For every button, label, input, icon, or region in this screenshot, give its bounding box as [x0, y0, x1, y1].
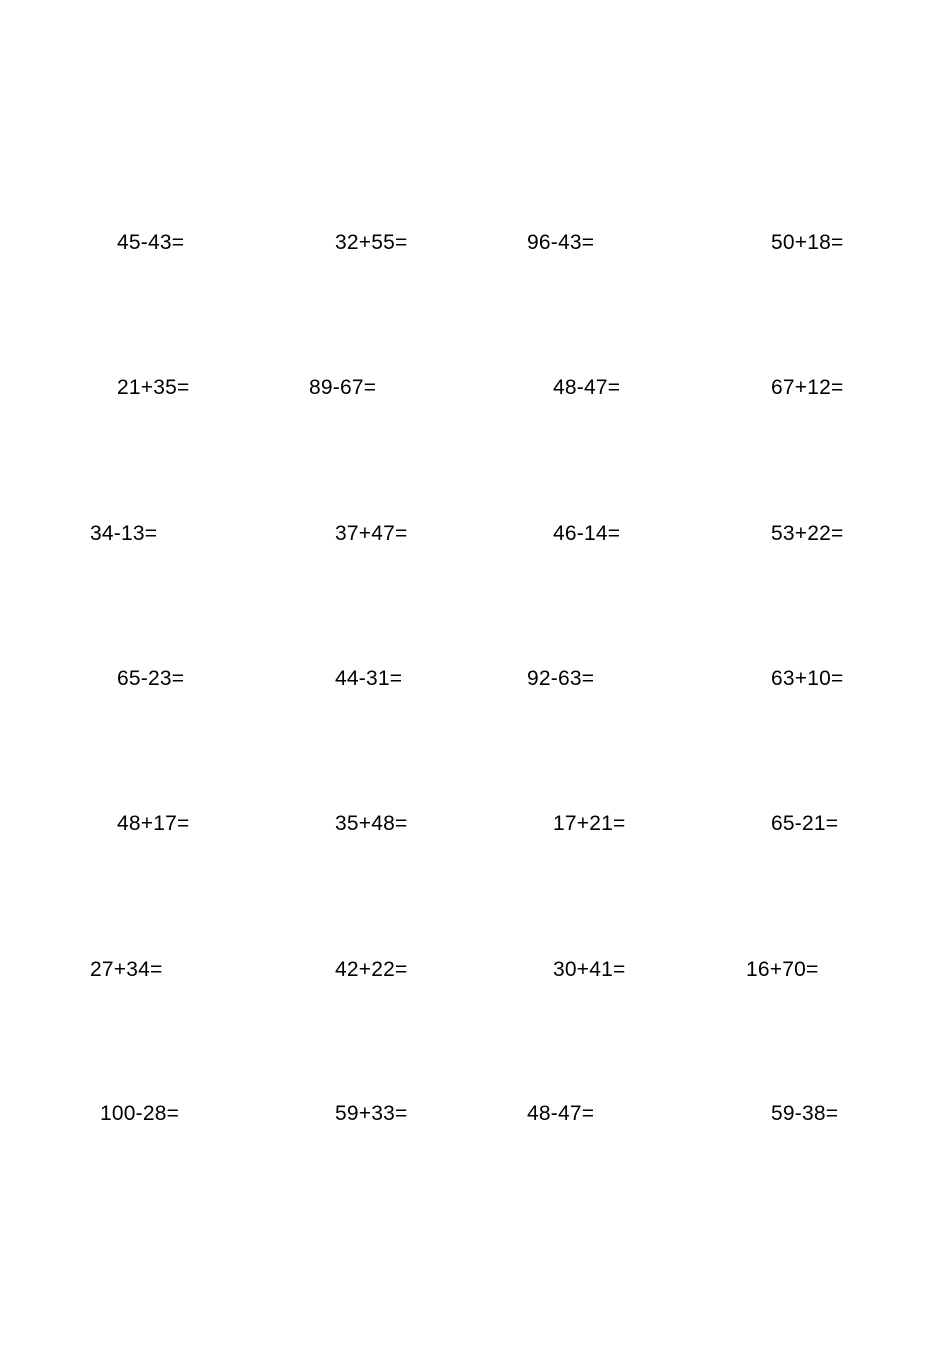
- problem: 42+22=: [335, 958, 408, 981]
- problem: 63+10=: [771, 667, 844, 690]
- problem: 65-21=: [771, 812, 839, 835]
- problem: 89-67=: [309, 376, 377, 399]
- problem: 44-31=: [335, 667, 403, 690]
- problem: 16+70=: [746, 958, 819, 981]
- problem: 48+17=: [117, 812, 190, 835]
- problem: 17+21=: [553, 812, 626, 835]
- problem: 21+35=: [117, 376, 190, 399]
- problem: 65-23=: [117, 667, 185, 690]
- problem: 96-43=: [527, 231, 595, 254]
- problem: 27+34=: [90, 958, 163, 981]
- problem: 59-38=: [771, 1102, 839, 1125]
- problem: 46-14=: [553, 522, 621, 545]
- problem: 48-47=: [527, 1102, 595, 1125]
- problem: 37+47=: [335, 522, 408, 545]
- problem: 92-63=: [527, 667, 595, 690]
- problem: 50+18=: [771, 231, 844, 254]
- problem: 30+41=: [553, 958, 626, 981]
- problem: 100-28=: [100, 1102, 180, 1125]
- problem: 35+48=: [335, 812, 408, 835]
- problem: 34-13=: [90, 522, 158, 545]
- problem: 59+33=: [335, 1102, 408, 1125]
- problem: 45-43=: [117, 231, 185, 254]
- problem: 53+22=: [771, 522, 844, 545]
- problem: 48-47=: [553, 376, 621, 399]
- problem: 32+55=: [335, 231, 408, 254]
- problem: 67+12=: [771, 376, 844, 399]
